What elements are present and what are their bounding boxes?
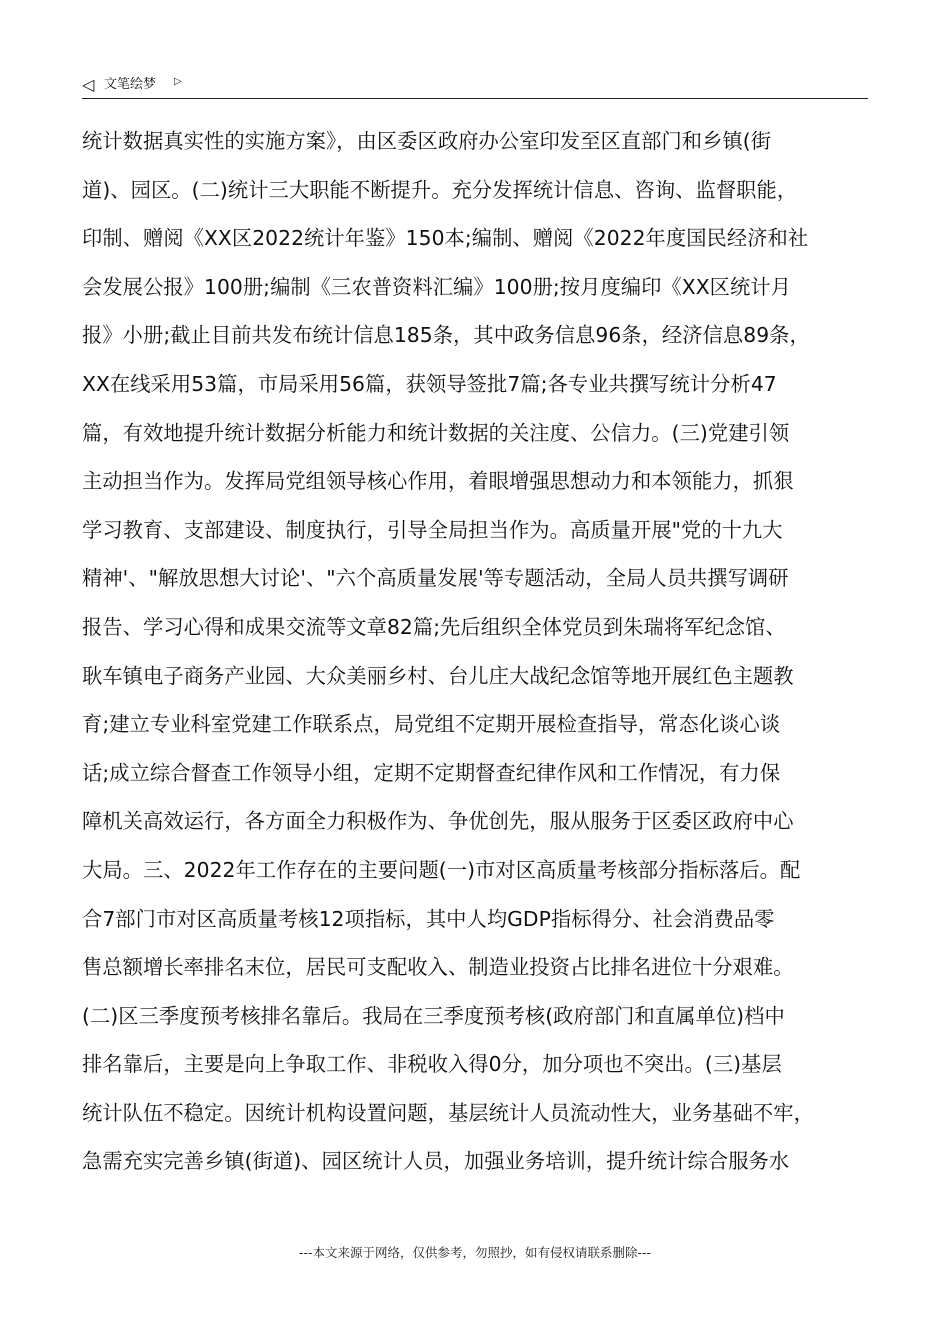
body-line: 大局。三、2022年工作存在的主要问题(一)市对区高质量考核部分指标落后。配 — [82, 857, 801, 882]
body-line: 话;成立综合督查工作领导小组，定期不定期督查纪律作风和工作情况，有力保 — [82, 760, 781, 785]
body-line: 篇，有效地提升统计数据分析能力和统计数据的关注度、公信力。(三)党建引领 — [82, 420, 790, 445]
body-line: 障机关高效运行，各方面全力积极作为、争优创先，服从服务于区委区政府中心 — [82, 809, 794, 834]
body-line: (二)区三季度预考核排名靠后。我局在三季度预考核(政府部门和直属单位)档中 — [82, 1003, 785, 1028]
body-line: 急需充实完善乡镇(街道)、园区统计人员，加强业务培训，提升统计综合服务水 — [82, 1149, 790, 1174]
document-body — [82, 117, 872, 1186]
body-line: XX在线采用53篇，市局采用56篇，获领导签批7篇;各专业共撰写统计分析47 — [82, 371, 777, 396]
body-line: 道)、园区。(二)统计三大职能不断提升。充分发挥统计信息、咨询、监督职能， — [82, 177, 798, 202]
body-line: 合7部门市对区高质量考核12项指标，其中人均GDP指标得分、社会消费品零 — [82, 906, 775, 931]
header-title: 文笔绘梦 — [104, 77, 157, 92]
body-line: 统计队伍不稳定。因统计机构设置问题，基层统计人员流动性大，业务基础不牢， — [82, 1100, 814, 1125]
body-line: 印制、赠阅《XX区2022统计年鉴》150本;编制、赠阅《2022年度国民经济和社 — [82, 226, 809, 251]
body-line: 主动担当作为。发挥局党组领导核心作用，着眼增强思想动力和本领能力，抓狠 — [82, 469, 794, 494]
body-line: 统计数据真实性的实施方案》，由区委区政府办公室印发至区直部门和乡镇(街 — [82, 129, 772, 153]
triangle-left-icon: ◁ — [82, 75, 95, 94]
body-line: 耿车镇电子商务产业园、大众美丽乡村、台儿庄大战纪念馆等地开展红色主题教 — [82, 663, 794, 688]
body-line: 会发展公报》100册;编制《三农普资料汇编》100册;按月度编印《XX区统计月 — [82, 274, 791, 299]
body-line: 育;建立专业科室党建工作联系点，局党组不定期开展检查指导，常态化谈心谈 — [82, 712, 781, 737]
body-line: 精神'、"解放思想大讨论'、"六个高质量发展'等专题活动，全局人员共撰写调研 — [82, 566, 789, 591]
body-line: 报告、学习心得和成果交流等文章82篇;先后组织全体党员到朱瑞将军纪念馆、 — [82, 614, 786, 639]
footer-note: ---本文来源于网络，仅供参考，勿照抄，如有侵权请联系删除--- — [298, 1245, 652, 1260]
page-header — [82, 74, 868, 99]
triangle-right-icon: ▷ — [174, 76, 182, 87]
body-line: 报》小册;截止目前共发布统计信息185条，其中政务信息96条，经济信息89条， — [82, 323, 810, 348]
body-line: 学习教育、支部建设、制度执行，引导全局担当作为。高质量开展"党的十九大 — [82, 517, 783, 542]
body-line: 排名靠后，主要是向上争取工作、非税收入得0分，加分项也不突出。(三)基层 — [82, 1052, 782, 1077]
body-line: 售总额增长率排名末位，居民可支配收入、制造业投资占比排名进位十分艰难。 — [82, 955, 794, 980]
